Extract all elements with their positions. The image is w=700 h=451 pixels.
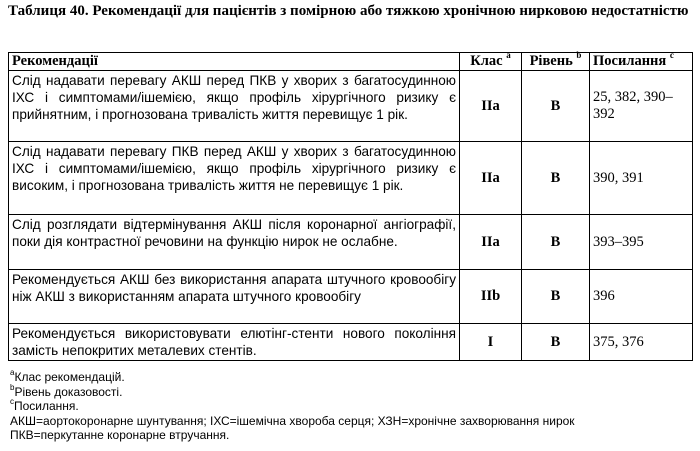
recommendation-text: Рекомендується використовувати елютінг-стенти нового покоління замість непокритих металевих стентів. (9, 324, 460, 361)
table-row (9, 142, 693, 215)
recommendation-text: Слід надавати перевагу АКШ перед ПКВ у хворих з багатосудинною ІХС і симптомами/ішемією, якщо профіль хірургічного ризику є прийнятним, і прогнозована тривалість життя перевищує 1 рік. (9, 71, 460, 142)
recommendation-text: Слід розглядати відтермінування АКШ після коронарної ангіографії, поки дія контрастної речовини на функцію нирок не ослабне. (9, 215, 460, 270)
class-cell: I (460, 324, 522, 361)
level-cell: B (522, 324, 590, 361)
table-row (9, 270, 693, 324)
table-row (9, 215, 693, 270)
header-level: Рівень $^b$ (522, 53, 590, 71)
footnote-b: $^b$Рівень доказовості. (10, 382, 123, 399)
header-references-mark: c (669, 50, 674, 61)
footnote-a: $^a$Клас рекомендацій. (10, 368, 125, 384)
references-cell: 25, 382, 390–392 (590, 71, 693, 142)
header-class: Клас $^a$ (460, 53, 522, 71)
level-cell: B (522, 142, 590, 215)
level-cell: B (522, 215, 590, 270)
class-cell: IIa (460, 215, 522, 270)
abbreviations-line-2: ПКВ=перкутанне коронарне втручання. (10, 428, 230, 442)
table-notes (10, 370, 690, 443)
table-row (9, 71, 693, 142)
references-cell: 390, 391 (590, 142, 693, 215)
references-cell: 396 (590, 270, 693, 324)
header-level-mark: b (576, 50, 582, 61)
header-class-mark: a (506, 50, 511, 61)
level-cell: B (522, 71, 590, 142)
footnote-c: $^c$Посилання. (10, 397, 79, 413)
references-cell: 375, 376 (590, 324, 693, 361)
table-row (9, 324, 693, 361)
table-header-row (9, 53, 693, 71)
class-cell: IIa (460, 71, 522, 142)
references-cell: 393–395 (590, 215, 693, 270)
header-references: Посилання $^c$ (590, 53, 693, 71)
class-cell: IIb (460, 270, 522, 324)
level-cell: B (522, 270, 590, 324)
recommendations-table (8, 52, 693, 361)
table-title: Таблиця 40. Рекомендації для пацієнтів з помірною або тяжкою хронічною нирковою недостатністю (8, 3, 689, 19)
recommendation-text: Рекомендується АКШ без використання апарата штучного кровообігу ніж АКШ з використанням апарата штучного кровообігу (9, 270, 460, 324)
abbreviations-line-1: АКШ=аортокоронарне шунтування; ІХС=ішемічна хвороба серця; ХЗН=хронічне захворювання нирок (10, 413, 575, 428)
header-recommendations: Рекомендації (9, 53, 460, 71)
class-cell: IIa (460, 142, 522, 215)
recommendation-text: Слід надавати перевагу ПКВ перед АКШ у хворих з багатосудинною ІХС і симптомами/ішемією, якщо профіль хірургічного ризику є високим, і прогнозована тривалість життя не перевищує 1 рік. (9, 142, 460, 215)
